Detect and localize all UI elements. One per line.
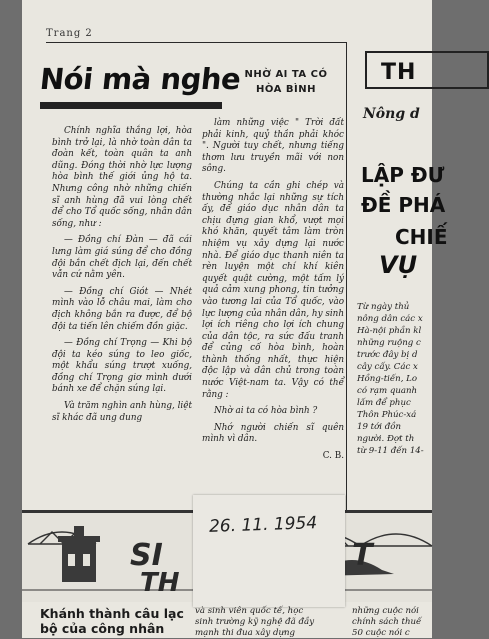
banner-fragment: T (352, 538, 373, 573)
text-line: sinh trường kỹ nghệ đã đầy (195, 617, 315, 627)
text-line: Hồng-tiến, Lo (357, 374, 418, 384)
top-rule (46, 42, 346, 43)
right-header: TH (381, 60, 417, 85)
banner-fragment: TH (140, 568, 180, 598)
paragraph: Chúng ta cần ghi chép và thường nhắc lại những sự tích ấy, để giáo dục nhân dân ta chịu đựng gian khổ, vượt mọi khó khăn, quyết tâm làm tròn nhiệm vụ xây dựng lại nước nhà. Để giáo dục thanh niên ta rèn luyện một chí khí kiên quyết quật cường, một tấm lý quả cảm xung phong, tin tưởng vào tương lai của Tổ quốc, vào lực lượng của nhân dân, hy sinh lợi ích riêng cho lợi ích chung của dân tộc, ra sức đấu tranh để củng cố hòa bình, hoàn thành thống nhất, thực hiện độc lập và dân chủ trong toàn nước Việt-nam ta. Vậy có thể rằng : (202, 180, 344, 400)
paragraph: — Đồng chí Giót — Nhét mình vào lỗ châu mai, làm cho địch không bắn ra được, để bộ đội ta tiến lên chiếm đồn giặc. (52, 286, 192, 332)
paragraph: làm những việc " Trời đất phải kinh, quỷ thần phải khóc ". Người tuy chết, nhưng tiếng thơm lưu truyền mãi với non sông. (202, 118, 344, 175)
text-line: mạnh thi đua xây dựng (195, 628, 296, 638)
masthead-title: Nói mà nghe (38, 62, 243, 96)
headline-line: bộ của công nhân (40, 621, 165, 636)
bottom-headline (40, 606, 184, 636)
archive-date-label (193, 495, 345, 607)
article-subhead (230, 67, 342, 97)
text-line: Thôn Phúc-xá (357, 410, 417, 420)
text-line: nông dân các x (357, 314, 423, 324)
text-line: và sinh viên quốc tế, học (195, 606, 304, 616)
verse-line: Nhờ ai ta có hòa bình ? (214, 406, 318, 417)
handwritten-date: 26. 11. 1954 (208, 513, 318, 537)
text-line: chính sách thuế (352, 617, 422, 627)
page-label: Trang 2 (46, 28, 93, 39)
paragraph: — Đồng chí Đàn — đã cái lưng làm giá súng để cho đồng đội bắn chết địch lại, đến chết vẫn cứ nằm yên. (52, 235, 192, 281)
right-headline-line: ĐỀ PHÁ (361, 193, 446, 217)
paragraph: Chính nghĩa thắng lợi, hòa bình trở lại, là nhờ toàn dân ta đoàn kết, toàn quân ta anh dũng. Đóng thời nhờ lực lượng hòa bình thế giới ủng hộ ta. Nhưng công nhờ những chiến sĩ anh hùng đã vui lòng chết để cho Tổ quốc sống, nhân dân sống, như : (52, 126, 192, 229)
text-line: 19 tới đồn (357, 422, 402, 432)
subhead-line: HÒA BÌNH (256, 84, 316, 95)
text-line: Từ ngày thủ (357, 302, 410, 312)
right-subtitle: Nông d (363, 106, 420, 122)
text-line: Hà-nội phần kl (357, 326, 422, 336)
text-line: người. Đợt th (357, 434, 415, 444)
author-signature: C. B. (322, 451, 344, 462)
article-column-2 (202, 118, 344, 463)
text-line: cây cấy. Các x (357, 362, 418, 372)
text-line: những cuộc nói (352, 606, 419, 616)
text-line: những ruộng c (357, 338, 421, 348)
text-line: có rạm quanh (357, 386, 418, 396)
headline-line: Khánh thành câu lạc (40, 606, 184, 621)
bottom-middle-text (195, 606, 314, 639)
right-headline-line: LẬP ĐƯ (361, 163, 445, 187)
masthead (38, 60, 243, 118)
text-line: 50 cuộc nói c (352, 628, 410, 638)
right-article-fragment (355, 45, 448, 515)
text-line: lấm để phục (357, 398, 411, 408)
banner-fragment: SI (130, 538, 163, 573)
paragraph: — Đồng chí Trọng — Khi bộ đội ta kéo súng to leo giốc, một khẩu súng trượt xuống, đồng chí Trọng giơ mình dưới bánh xe để chặn súng lại. (52, 338, 192, 395)
text-line: trước đây bị d (357, 350, 418, 360)
right-headline-line: CHIẾ (395, 225, 448, 249)
bottom-right-text (352, 606, 421, 639)
verse-line: Nhớ người chiến sĩ quên mình vì dân. (202, 422, 344, 445)
column-divider (346, 42, 347, 512)
article-column-1 (52, 126, 192, 429)
right-text (357, 301, 477, 457)
right-headline-line: VỤ (379, 251, 418, 279)
text-line: từ 9-11 đến 14- (357, 446, 424, 456)
subhead-line: NHỜ AI TA CÓ (244, 69, 328, 80)
masthead-underline (40, 102, 222, 109)
paragraph: Và trăm nghìn anh hùng, liệt sĩ khác đã ung dung (52, 401, 192, 423)
